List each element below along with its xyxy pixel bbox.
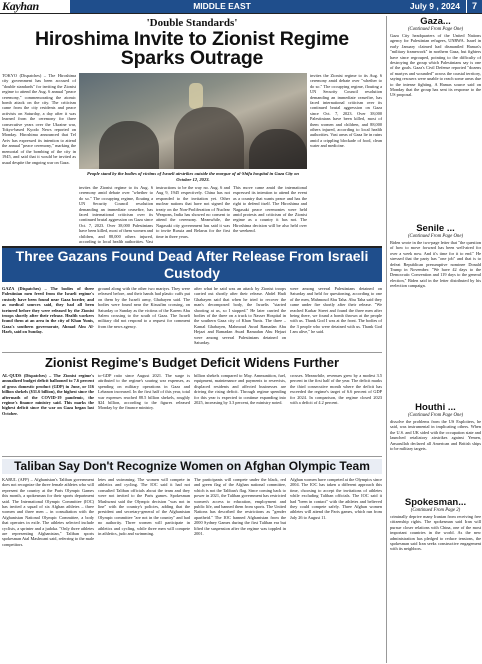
right-column <box>386 16 481 663</box>
story4-column-3: The participants will compete under the black, red and green flag of the Afghan national committee, which is not the Taliban's flag. Since coming back to power in 2021, the Taliban government has restricted women's access to education, employment and public life, and banned them from sports. The United Nations has described the restrictions as "gender apartheid." The IOC banned Afghanistan from the 2000 Sydney Games during the first Taliban era but lifted the suspension after the regime was toppled in 2001. <box>194 477 286 537</box>
logo: Kayhan <box>0 0 70 13</box>
story3-column-4: crosses. Meanwhile, revenues grew by a modest 3.5 percent in the first half of the year. The deficit marks the third consecutive month where the deficit has exceeded the regime's target of 6.6 percent of GDP for 2024. In comparison, the regime closed 2023 with a deficit of 4.2 percent. <box>290 373 382 406</box>
story3-headline: Zionist Regime's Budget Deficit Widens Further <box>44 355 340 370</box>
lead-photo <box>79 73 307 169</box>
story-three-gazans <box>2 246 382 352</box>
lead-column-3: instructions to be the way no. Aug. 6 and Aug 9, 1945 respectively. China has not responded to the invitation yet. Other nuclear nations that have not signed the treaty on the Non-Proliferation of Nuclear Weapons, India has showed no consent to attend the ceremony. Meanwhile, the Nagasaki city government has said it was to invite Russia and Belarus for the first time in three years. <box>156 185 230 239</box>
story3-column-3: billion shekels compared to May. Ammunition, fuel, equipment, maintenance and payments to reservists, displaced residents and affected businesses are driving the rising deficit. Through regime spending for this year is expected to continue expanding into 2025, increasing by 3.3 percent, the ministry noted. <box>194 373 286 406</box>
story4-column-1: KABUL (AFP) – Afghanistan's Taliban government does not recognize the three female athletes who will represent the country at the Paris Olympic Games this month, a spokesman for their sports department said. The International Olympic Committee (IOC) has invited a squad of six Afghan athletes – three women and three men – in consultation with the Afghanistan National Olympic Committee, a body that operates in exile. The athletes selected include cyclists, a sprinter and a judoka. "Only three athletes are representing Afghanistan," Taliban sports spokesman Atal Mashwani said, referring to the male competitors. <box>2 477 94 547</box>
story2-column-2: ground along with the other two martyrs. They were released before, and their hands had plastic cuffs put on them by the Israeli army, Ghabayen said. The bodies were found near the Kissufim crossing, on Saturday or Sunday as the victims of the Karem Abu Salem crossing to the south of Gaza. The Israeli military did not respond to a request for comment from the news agency. <box>98 286 190 329</box>
senile-heading: Senile ... <box>416 223 455 234</box>
senile-text: Biden wrote in the two-page letter that "the question of how to move forward has been well-aired for over a week now. And it's time for it to end." He stressed that the party has "one job" and that is to defeat Republican presumptive nominee Donald Trump in November. "We have 42 days to the Democratic Convention and 119 days to the general election," Biden said in the letter distributed by his reelection campaign. <box>390 240 481 289</box>
lead-column-5: invites the Zionist regime to its Aug. 6 ceremony amid debate over "whether to do so." The occupying regime, flouting a UN Security Council resolution demanding an immediate ceasefire, has faced international criticism over its continued brutal aggression on Gaza since Oct. 7, 2023. Over 38,000 Palestinians have been killed, most of them women and children, and 88,000 others injured, according to local health authorities. Vast areas of Gaza lie in ruins amid a crippling blockade of food, clean water and medicine. <box>310 73 382 149</box>
story2-column-4: were among several Palestinians detained on Saturday and held for questioning, according to one of the men, Mahmoud Abu Taha. Abu Taha said they came under fire shortly after their release. "We reached Karkar Street and found the three men after being there, we found a bomb thrown at the people with us. Thank God I was at the front. The bodies of the 3 people who were detained with us. Thank God I am alive," he said. <box>290 286 382 335</box>
story4-column-2: letes and swimming. The women will compete in athletics and cycling. The IOC said it had not consulted Taliban officials about the team and they were not invited to the Paris games. Spokesman Mashwani said the Olympic decision "was not in line" with the country's policies, adding that the president and secretary-general of the Afghanistan Olympic committee "are not in the country" and had no authority. Three women will participate in athletics and cycling, while three men will compete in athletics, judo and swimming. <box>98 477 190 537</box>
lead-story <box>2 16 382 244</box>
gaza-continued-heading: Gaza... <box>420 16 451 27</box>
spokesman-sub: (Continued From Page 2) <box>410 508 461 513</box>
gaza-continued-sub: (Continued From Page One) <box>407 27 464 32</box>
lead-headline: Hiroshima Invite to Zionist Regime Sparks Outrage <box>35 28 349 69</box>
lead-column-1: TOKYO (Dispatches) – The Hiroshima city government has been accused of "double standards" for inviting the Zionist regime to attend the Aug. 6 annual "peace ceremony," commemorating the atomic bomb attack on the city. The criticism came from the city residents and peace activists on Saturday, a day after it was learned from the ceremony for three consecutive years over the Ukraine war, Tokyo-based Kyodo News reported on Monday. Hiroshima announced that Tel Aviv has expressed its intention to attend the annual "peace ceremony," marking the memorial of the bombing of the city in 1945, and said that it would be invited as usual despite the ongoing war on Gaza. <box>2 73 76 165</box>
lead-kicker: 'Double Standards' <box>146 17 238 29</box>
story3-column-1: AL-QUDS (Dispatches) – The Zionist regime's annualized budget deficit ballooned to 7.6 percent of gross domestic product (GDP) in June, or 116 billion shekels ($31.6 billion), the highest since the aftermath of the COVID-19 pandemic, the regime's finance ministry said. This marks the highest deficit since the war on Gaza began last October. <box>2 373 94 416</box>
houthi-heading: Houthi ... <box>415 402 456 413</box>
spokesman-text: criminally deprive many Iranian from receiving free citizenship rights. The spokesman said Iran will pursue closer relations with China, one of the most important countries in the world. As the new administration has pledged to reduce tensions, the spokesman said Iran seeks constructive engagement with its neighbors. <box>390 514 481 552</box>
story2-headline: Three Gazans Found Dead After Release From Israeli Custody <box>2 248 382 282</box>
masthead <box>0 0 482 14</box>
story2-column-1: GAZA (Dispatches) – The bodies of three Palestinian men freed from the Israeli regime's custody have been found near Gaza border, and as medical sources said, they had all been tortured before they were released by the Zionist troops shortly after their release. Health workers found them at an area in the city of Khan Yunis, Gaza's southern governorate, Ahmad Abu Al-Harb, said on Sunday. <box>2 286 94 335</box>
issue-date: July 9 , 2024 <box>374 0 466 13</box>
section-title: MIDDLE EAST <box>70 0 374 13</box>
photo-caption: People stand by the bodies of victims of Israeli airstrikes outside the morgue of al-Shifa hospital in Gaza City on October 12, 2023. <box>87 171 299 182</box>
story-budget-deficit <box>2 352 382 456</box>
story2-column-3: after what he said was an attack by Zionist troops carried out shortly after their release. Abdel Hadi Ghabayen said that when he tried to recover the man's decomposed body, the Israelis "started shooting at us, so I stopped." He later carried the bodies of the three on a truck to Nasser Hospital in the southern Gaza city of Khan Yunis. The three – Kamal Ghabayen, Mahmoud Awad Ramadan Abu Hejazi and Ramadan Awad Ramadan Abu Hejazi were among several Palestinians detained on Saturday. <box>194 286 286 346</box>
lead-column-2: invites the Zionist regime to its Aug. 6 ceremony amid debate over "whether to do so." The occupying regime, flouting a UN Security Council resolution demanding an immediate ceasefire, has faced international criticism over its continued brutal aggression on Gaza since Oct. 7, 2023. Over 38,000 Palestinians have been killed, most of them women and children, and 88,000 others injured, according to local health authorities. Vast <box>79 185 153 244</box>
houthi-text: dissolve the problems from the US Exploiters, he said, was instrumental in implicating others. When the U.S. and UK sided with the occupation state and launched retaliatory airstrikes against Yemen, Ansarullah declared all American and British ships to be military targets. <box>390 419 481 452</box>
story4-headline: Taliban Say Don't Recognize Women on Afghan Olympic Team <box>2 459 382 474</box>
spokesman-heading: Spokesman... <box>404 497 467 508</box>
story4-column-4: Afghan women have competed at the Olympics since 2004. The IOC has taken a different approach this time, choosing to accept the invitations of athletes while excluding Taliban officials. The IOC said it had "been in contact" with the athletes and believed they could compete safely. Three Afghan women athletes will attend the Paris games, which run from July 26 to August 11. <box>290 477 382 520</box>
gaza-continued-text: Gaza City headquarters of the United Nations agency for Palestinian refugees, UNRWA. Israel in early January claimed had dismantled Hamas's "military framework" in northern Gaza, but fighters have since regrouped, pointing to the difficulty of destroying the group which Palestinians say is one of the goals. Gaza's Civil Defense reported "dozens of martyrs and wounded" across the coastal territory, saying rescuers were unable to reach some areas due to the intense fighting. A Hamas source said on Monday that the group has sent its response to the US proposal. <box>390 33 481 98</box>
lead-body <box>2 73 382 244</box>
story-taliban-olympics <box>2 456 382 663</box>
senile-sub: (Continued From Page One) <box>407 234 464 239</box>
lead-column-4: This move came amid the international expressed its intention to attend the event as a country that wants peace and has the right to defend itself. The Hiroshima and Nagasaki peace ceremonies were held amid protests and criticism of the Zionist regime as a country it has not. The Hiroshima decision will be also held over the weekend. <box>233 185 307 234</box>
page-number: 7 <box>466 0 482 13</box>
story3-column-2: to-GDP ratio since August 2021. The surge is attributed to the regime's soaring war expenses, as spending on military operations in Gaza and Lebanon increased. In the first half of this year, total war expenses reached 88.5 billion shekels, roughly $24 billion, according to the figures released Monday by the finance ministry. <box>98 373 190 411</box>
houthi-sub: (Continued From Page One) <box>407 413 464 418</box>
